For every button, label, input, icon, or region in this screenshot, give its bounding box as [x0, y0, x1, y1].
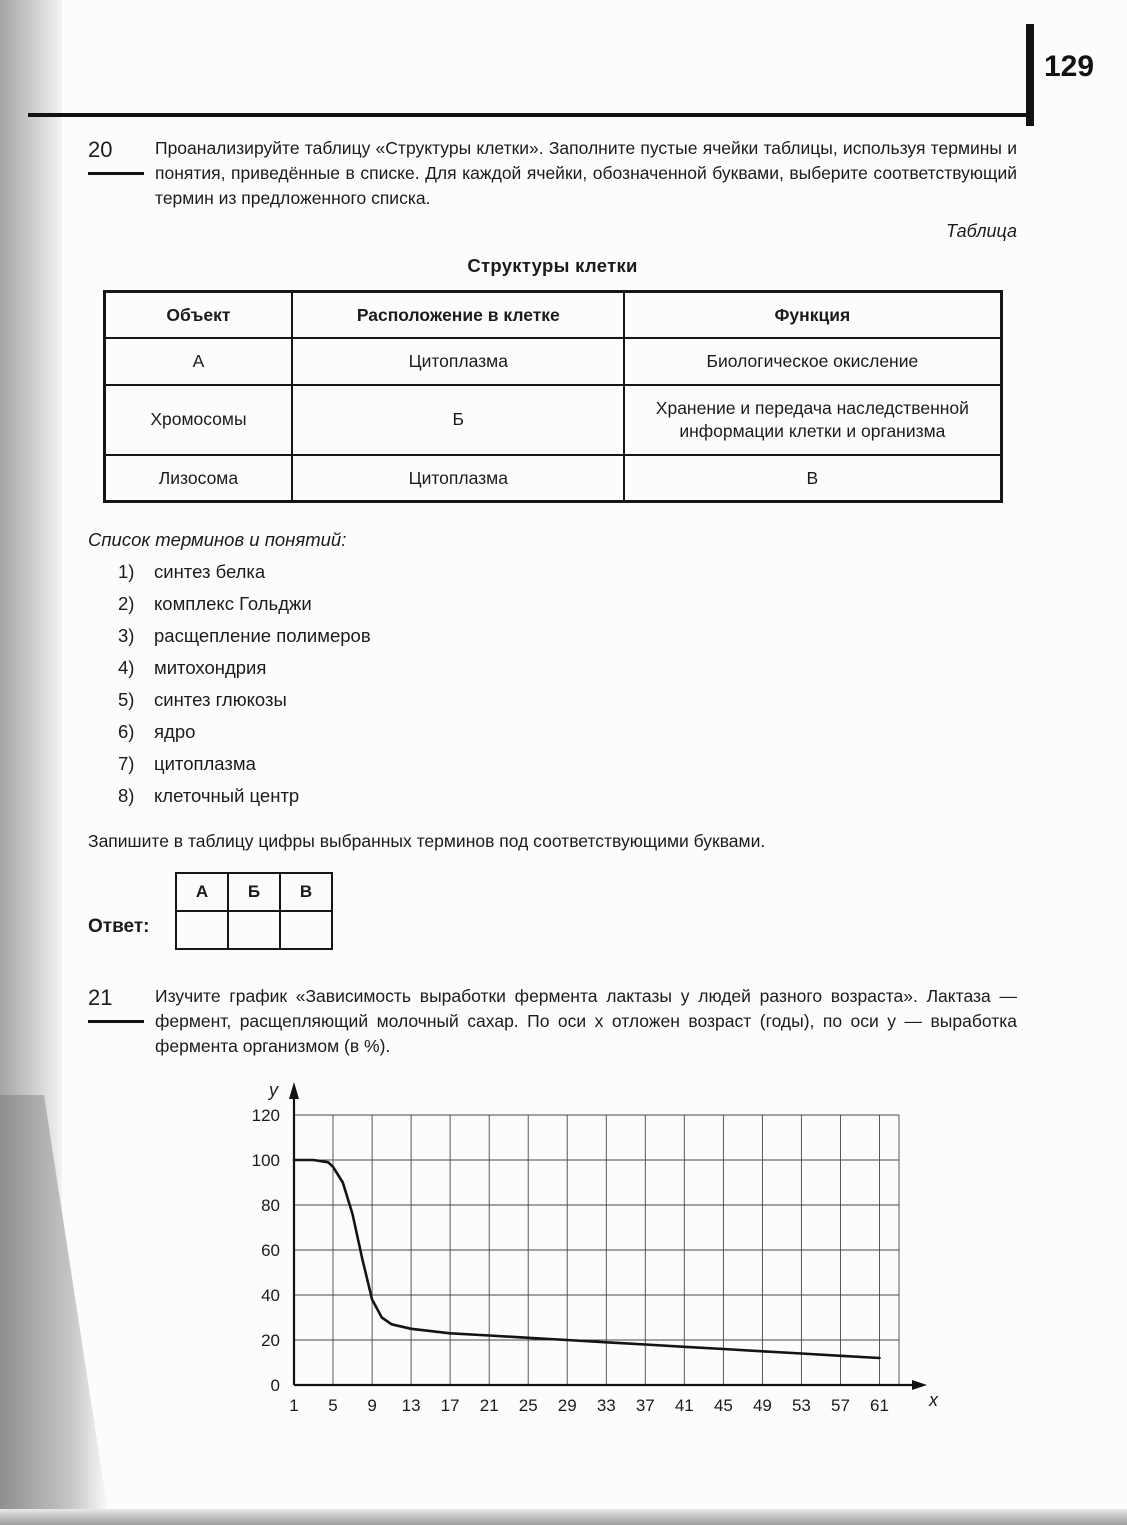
answer-instruction: Запишите в таблицу цифры выбранных терминов под соответствующими буквами.	[88, 831, 766, 852]
term-text: комплекс Гольджи	[154, 593, 312, 615]
table-title: Структуры клетки	[467, 254, 638, 276]
task-20	[88, 136, 1017, 211]
svg-text:40: 40	[261, 1285, 280, 1305]
chart-area	[234, 1075, 949, 1420]
term-text: ядро	[154, 721, 196, 743]
answer-header-row	[176, 873, 332, 911]
term-text: клеточный центр	[154, 785, 300, 807]
svg-text:13: 13	[401, 1395, 421, 1415]
table-label: Таблица	[945, 220, 1017, 241]
svg-text:5: 5	[328, 1395, 338, 1415]
svg-text:17: 17	[440, 1395, 460, 1415]
cell-structures-table	[103, 290, 1003, 504]
svg-text:21: 21	[479, 1395, 499, 1415]
answer-cell-a	[176, 911, 228, 949]
svg-text:80: 80	[261, 1195, 280, 1215]
task-20-text: Проанализируйте таблицу «Структуры клетки». Заполните пустые ячейки таблицы, используя термины и понятия, приведённые в списке. Для каждой ячейки, обозначенной буквами, выберите соответствующий термин из предложенного списка.	[155, 138, 1017, 208]
cell-object-3: Лизосома	[104, 455, 292, 502]
cell-object-2: Хромосомы	[104, 385, 292, 455]
svg-text:61: 61	[870, 1395, 889, 1415]
header-function: Функция	[624, 291, 1001, 338]
svg-text:45: 45	[713, 1395, 733, 1415]
answer-header-v: В	[280, 873, 332, 911]
term-number: 1)	[118, 561, 135, 583]
cell-location-1: Цитоплазма	[292, 338, 624, 385]
term-text: синтез белка	[154, 561, 266, 583]
task-21	[88, 984, 1017, 1059]
cell-function-2: Хранение и передача наследственной информации клетки и организма	[624, 385, 1001, 455]
term-text: митохондрия	[154, 657, 267, 679]
term-number: 5)	[118, 689, 135, 711]
terms-list-title: Список терминов и понятий:	[88, 529, 347, 551]
list-item	[118, 753, 1017, 775]
term-text: расщепление полимеров	[154, 625, 371, 647]
svg-text:1: 1	[289, 1395, 299, 1415]
cell-b: Б	[292, 385, 624, 455]
svg-text:100: 100	[251, 1150, 280, 1170]
lactase-chart	[234, 1075, 949, 1420]
svg-text:y: y	[269, 1079, 278, 1100]
list-item	[118, 593, 1017, 615]
terms-list	[118, 561, 1017, 807]
term-number: 8)	[118, 785, 135, 807]
svg-text:29: 29	[557, 1395, 577, 1415]
cell-function-1: Биологическое окисление	[624, 338, 1001, 385]
answer-cell-v	[280, 911, 332, 949]
list-item	[118, 721, 1017, 743]
answer-cell-b	[228, 911, 280, 949]
header-location: Расположение в клетке	[292, 291, 624, 338]
task-20-number: 20	[88, 137, 113, 162]
page-number: 129	[1044, 50, 1095, 83]
scan-bottom-shadow	[0, 1509, 1127, 1525]
task-21-text: Изучите график «Зависимость выработки фермента лактазы у людей разного возраста». Лактаза — фермент, расщепляющий молочный сахар. По оси x отложен возраст (годы), по оси y — выработка фермента организмом (в %).	[155, 986, 1017, 1056]
svg-text:20: 20	[261, 1330, 280, 1350]
task-21-number-column	[88, 984, 155, 1059]
list-item	[118, 625, 1017, 647]
list-item	[118, 657, 1017, 679]
svg-text:53: 53	[791, 1395, 811, 1415]
svg-text:120: 120	[251, 1105, 280, 1125]
svg-text:41: 41	[674, 1395, 694, 1415]
cell-v: В	[624, 455, 1001, 502]
svg-text:9: 9	[367, 1395, 377, 1415]
answer-header-b: Б	[228, 873, 280, 911]
table-row	[104, 338, 1001, 385]
answer-table	[175, 872, 333, 950]
term-number: 6)	[118, 721, 135, 743]
list-item	[118, 689, 1017, 711]
list-item	[118, 561, 1017, 583]
svg-text:49: 49	[752, 1395, 772, 1415]
term-number: 4)	[118, 657, 135, 679]
term-text: синтез глюкозы	[154, 689, 287, 711]
answer-label: Ответ:	[88, 916, 150, 938]
cell-a: А	[104, 338, 292, 385]
term-number: 3)	[118, 625, 135, 647]
svg-text:x: x	[929, 1389, 938, 1410]
header-object: Объект	[104, 291, 292, 338]
svg-text:25: 25	[518, 1395, 538, 1415]
table-header-row	[104, 291, 1001, 338]
svg-text:37: 37	[635, 1395, 655, 1415]
term-number: 2)	[118, 593, 135, 615]
svg-text:0: 0	[270, 1375, 280, 1395]
task-21-number: 21	[88, 985, 113, 1011]
term-text: цитоплазма	[154, 753, 256, 775]
svg-text:57: 57	[831, 1395, 850, 1415]
task-20-number-column	[88, 136, 155, 211]
task-20-underline	[88, 172, 144, 175]
term-number: 7)	[118, 753, 135, 775]
cell-location-3: Цитоплазма	[292, 455, 624, 502]
list-item	[118, 785, 1017, 807]
svg-text:33: 33	[596, 1395, 616, 1415]
svg-text:60: 60	[261, 1240, 280, 1260]
page-number-bar	[1026, 24, 1034, 126]
task-21-underline	[88, 1020, 144, 1023]
answer-header-a: А	[176, 873, 228, 911]
table-row	[104, 385, 1001, 455]
table-row	[104, 455, 1001, 502]
answer-block	[88, 872, 1017, 950]
top-rule	[28, 113, 1034, 117]
page-content	[88, 136, 1017, 1420]
answer-input-row	[176, 911, 332, 949]
